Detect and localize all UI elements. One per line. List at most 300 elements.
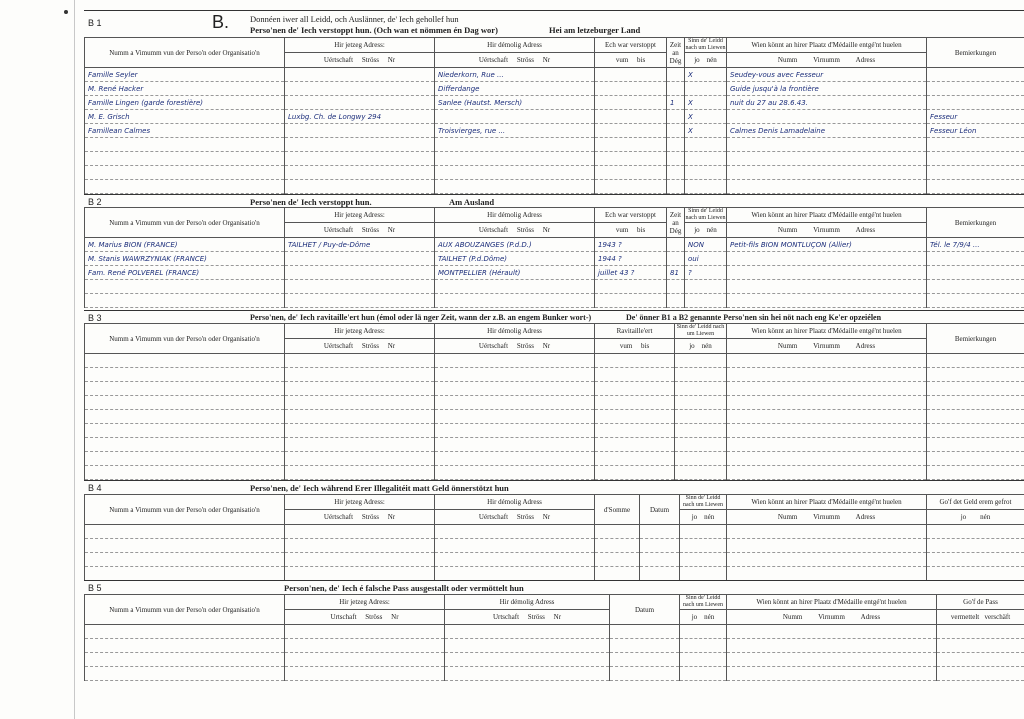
entry-name: M. Marius BION (FRANCE)	[85, 238, 285, 252]
entry-alive	[685, 180, 727, 194]
entry-current-address	[285, 368, 435, 382]
b5-col-former-header: Hir démolig Adress	[445, 595, 610, 610]
entry-name: Famille Lingen (garde forestière)	[85, 96, 285, 110]
entry-pass	[937, 667, 1024, 681]
entry-remark	[927, 294, 1024, 308]
entry-current-address	[285, 567, 435, 581]
entry-medal	[727, 667, 937, 681]
table-row	[85, 280, 1024, 294]
col-remarks-header: Bemierkungen	[927, 38, 1024, 68]
from-label: vum	[615, 56, 629, 64]
col-alive-sub	[685, 53, 727, 68]
b4-col-medal-header: Wien könnt an hirer Plaatz d'Médaille entgé'nt huelen	[727, 495, 927, 510]
entry-date	[640, 539, 680, 553]
table-row	[85, 124, 1024, 138]
entry-current-address	[285, 266, 435, 280]
section-b4-title: Perso'nen, de' Iech während Erer Illegalitéit matt Geld önnerstötzt hun	[250, 483, 509, 493]
entry-sum	[595, 539, 640, 553]
entry-name	[85, 368, 285, 382]
entry-current-address	[285, 424, 435, 438]
entry-former-address	[435, 539, 595, 553]
entry-alive	[675, 368, 727, 382]
page-edge	[74, 0, 75, 719]
street-label: Ströss	[361, 226, 379, 234]
entry-days: 1	[667, 96, 685, 110]
b3-col-current-header: Hir jetzeg Adress:	[285, 324, 435, 339]
entry-money	[927, 553, 1024, 567]
entry-alive	[680, 553, 727, 567]
entry-alive	[675, 424, 727, 438]
entry-days: 81	[667, 266, 685, 280]
entry-alive	[685, 152, 727, 166]
entry-alive	[685, 82, 727, 96]
entry-hidden-period: juillet 43 ?	[595, 266, 667, 280]
col-former-header: Hir démolig Adress	[435, 38, 595, 53]
b4-col-alive-sub	[680, 510, 727, 525]
entry-former-address	[445, 625, 610, 639]
table-row	[85, 466, 1024, 480]
place-label: Urtschaft	[492, 613, 520, 621]
table-row	[85, 539, 1024, 553]
entry-name	[85, 138, 285, 152]
entry-hidden-period	[595, 294, 667, 308]
form-sheet	[84, 10, 1024, 678]
entry-remark	[927, 82, 1024, 96]
entry-current-address	[285, 452, 435, 466]
entry-date	[640, 553, 680, 567]
medal-address-label: Adress	[860, 613, 881, 621]
section-b3-label: B 3	[88, 313, 102, 323]
given-label: verschäft	[984, 613, 1011, 621]
entry-alive: X	[685, 68, 727, 82]
to-label: bis	[637, 226, 646, 234]
entry-medal	[727, 567, 927, 581]
entry-days	[667, 138, 685, 152]
yes-label: jo	[691, 613, 698, 621]
entry-remark	[927, 266, 1024, 280]
b4-col-sum-header: d'Somme	[595, 495, 640, 525]
entry-name: Famillean Calmes	[85, 124, 285, 138]
b3-col-current-sub	[285, 339, 435, 354]
entry-supplied	[595, 396, 675, 410]
entry-name	[85, 525, 285, 539]
table-row	[85, 452, 1024, 466]
entry-supplied	[595, 466, 675, 480]
table-row	[85, 82, 1024, 96]
b2-col-medal-sub	[727, 223, 927, 238]
entry-former-address	[435, 410, 595, 424]
entry-date	[610, 653, 680, 667]
entry-remark	[927, 180, 1024, 194]
place-label: Uértschaft	[323, 56, 354, 64]
entry-alive	[685, 280, 727, 294]
entry-former-address	[445, 639, 610, 653]
entry-sum	[595, 525, 640, 539]
entry-name	[85, 639, 285, 653]
col-current-header: Hir jetzeg Adress:	[285, 38, 435, 53]
entry-former-address	[435, 280, 595, 294]
entry-former-address	[435, 152, 595, 166]
b3-col-supplied-header: Ravitaille'ert	[595, 324, 675, 339]
entry-name	[85, 667, 285, 681]
b5-col-current-header: Hir jetzeg Adress:	[285, 595, 445, 610]
medal-address-label: Adress	[855, 56, 876, 64]
entry-sum	[595, 567, 640, 581]
b4-table	[84, 494, 1024, 581]
entry-date	[610, 639, 680, 653]
street-label: Ströss	[516, 226, 534, 234]
entry-current-address	[285, 639, 445, 653]
b4-col-name-header: Numm a Vimumm vun der Perso'n oder Organisatio'n	[85, 495, 285, 525]
entry-former-address	[435, 368, 595, 382]
entry-hidden-period	[595, 124, 667, 138]
street-label: Ströss	[361, 342, 379, 350]
entry-former-address	[435, 424, 595, 438]
entry-medal	[727, 438, 927, 452]
b3-col-medal-header: Wien könnt an hirer Plaatz d'Médaille entgé'nt huelen	[727, 324, 927, 339]
entry-medal	[727, 138, 927, 152]
entry-alive	[680, 653, 727, 667]
entry-alive	[680, 639, 727, 653]
entry-hidden-period	[595, 110, 667, 124]
medal-address-label: Adress	[855, 342, 876, 350]
entry-alive: X	[685, 124, 727, 138]
entry-alive	[675, 466, 727, 480]
entry-alive	[675, 410, 727, 424]
entry-medal	[727, 368, 927, 382]
table-row	[85, 294, 1024, 308]
b3-col-medal-sub	[727, 339, 927, 354]
section-b2-subtitle: Am Ausland	[449, 197, 495, 207]
entry-pass	[937, 653, 1024, 667]
entry-medal: nuit du 27 au 28.6.43.	[727, 96, 927, 110]
table-row	[85, 410, 1024, 424]
col-days-header: Zeit an Dég	[667, 38, 685, 68]
place-label: Uértschaft	[323, 226, 354, 234]
entry-former-address: TAILHET (P.d.Dôme)	[435, 252, 595, 266]
entry-current-address	[285, 539, 435, 553]
entry-name: M. E. Grisch	[85, 110, 285, 124]
table-row	[85, 667, 1024, 681]
b4-col-medal-sub	[727, 510, 927, 525]
street-label: Ströss	[365, 613, 383, 621]
entry-days	[667, 166, 685, 180]
entry-name: M. Stanis WAWRZYNIAK (FRANCE)	[85, 252, 285, 266]
street-label: Ströss	[516, 342, 534, 350]
b5-col-alive-header: Sinn de' Leidd nach um Liewen	[680, 595, 727, 610]
entry-alive	[680, 567, 727, 581]
entry-current-address	[285, 653, 445, 667]
medal-name-label: Numm	[777, 56, 798, 64]
entry-days	[667, 124, 685, 138]
medal-address-label: Adress	[855, 226, 876, 234]
section-b4-label: B 4	[88, 483, 102, 493]
place-label: Uértschaft	[478, 56, 509, 64]
b5-col-date-header: Datum	[610, 595, 680, 625]
entry-alive: oui	[685, 252, 727, 266]
entry-medal: Petit-fils BION MONTLUÇON (Allier)	[727, 238, 927, 252]
entry-supplied	[595, 368, 675, 382]
entry-hidden-period	[595, 180, 667, 194]
b2-col-current-header: Hir jetzeg Adress:	[285, 208, 435, 223]
entry-current-address	[285, 410, 435, 424]
entry-hidden-period	[595, 68, 667, 82]
entry-former-address	[435, 567, 595, 581]
entry-sum	[595, 553, 640, 567]
no-label: nén	[704, 613, 715, 621]
entry-former-address: Troisvierges, rue ...	[435, 124, 595, 138]
b2-col-hidden-sub	[595, 223, 667, 238]
b3-col-name-header: Numm a Vimumm vun der Perso'n oder Organisatio'n	[85, 324, 285, 354]
table-row	[85, 152, 1024, 166]
entry-name	[85, 466, 285, 480]
entry-current-address	[285, 280, 435, 294]
section-b1-label: B 1	[88, 18, 102, 28]
medal-name-label: Numm	[777, 342, 798, 350]
yes-label: jo	[689, 342, 695, 350]
entry-money	[927, 567, 1024, 581]
entry-former-address	[435, 166, 595, 180]
entry-medal	[727, 525, 927, 539]
b3-col-alive-sub	[675, 339, 727, 354]
entry-former-address: MONTPELLIER (Hérault)	[435, 266, 595, 280]
entry-days	[667, 82, 685, 96]
b4-col-alive-header: Sinn de' Leidd nach um Liewen	[680, 495, 727, 510]
nr-label: Nr	[387, 342, 396, 350]
table-row	[85, 396, 1024, 410]
yes-label: jo	[960, 513, 967, 521]
entry-medal	[727, 166, 927, 180]
entry-alive	[675, 396, 727, 410]
table-row	[85, 438, 1024, 452]
entry-former-address	[435, 180, 595, 194]
entry-remark	[927, 354, 1024, 368]
nr-label: Nr	[553, 613, 562, 621]
table-row	[85, 553, 1024, 567]
entry-alive	[680, 525, 727, 539]
b2-col-alive-sub	[685, 223, 727, 238]
yes-label: jo	[691, 513, 698, 521]
b2-col-days-header: Zeit an Dég	[667, 208, 685, 238]
b4-col-current-header: Hir jetzeg Adress:	[285, 495, 435, 510]
entry-medal: Seudey-vous avec Fesseur	[727, 68, 927, 82]
entry-hidden-period	[595, 166, 667, 180]
entry-former-address	[435, 396, 595, 410]
entry-name: Fam. René POLVEREL (FRANCE)	[85, 266, 285, 280]
medal-name-label: Numm	[777, 226, 798, 234]
entry-alive	[680, 625, 727, 639]
medal-firstname-label: Virnumm	[813, 513, 840, 521]
entry-current-address	[285, 382, 435, 396]
section-b3-title: Perso'nen, de' Iech ravitaille'ert hun (émol oder lä nger Zeit, wann der z.B. an engem Bunker wort-)	[250, 313, 592, 322]
section-b3-subtitle: De' önner B1 a B2 genannte Perso'nen sin hei nöt nach eng Ke'er opzeiélen	[626, 313, 882, 322]
entry-alive	[685, 294, 727, 308]
entry-former-address	[435, 525, 595, 539]
entry-name	[85, 438, 285, 452]
entry-current-address	[285, 124, 435, 138]
entry-name	[85, 625, 285, 639]
no-label: nén	[704, 513, 715, 521]
medal-firstname-label: Virnumm	[813, 56, 840, 64]
medal-address-label: Adress	[855, 513, 876, 521]
entry-current-address	[285, 166, 435, 180]
entry-medal	[727, 539, 927, 553]
nr-label: Nr	[542, 513, 551, 521]
place-label: Uértschaft	[478, 513, 509, 521]
place-label: Urtschaft	[330, 613, 357, 621]
no-label: nén	[701, 342, 712, 350]
entry-days	[667, 68, 685, 82]
passed-on-label: vermettelt	[950, 613, 980, 621]
entry-medal	[727, 639, 937, 653]
table-row	[85, 266, 1024, 280]
col-name-header: Numm a Vimumm vun der Perso'n oder Organisatio'n	[85, 38, 285, 68]
entry-medal	[727, 382, 927, 396]
table-row	[85, 354, 1024, 368]
table-row	[85, 625, 1024, 639]
entry-medal	[727, 294, 927, 308]
b4-col-money-header: Go'f det Geld erem gefrot	[927, 495, 1024, 510]
b5-col-former-sub	[445, 610, 610, 625]
table-row	[85, 639, 1024, 653]
entry-remark	[927, 252, 1024, 266]
entry-current-address	[285, 82, 435, 96]
section-b4	[84, 480, 1024, 481]
yes-label: jo	[694, 56, 700, 64]
entry-medal	[727, 424, 927, 438]
entry-name: M. René Hacker	[85, 82, 285, 96]
entry-current-address	[285, 525, 435, 539]
entry-money	[927, 525, 1024, 539]
yes-label: jo	[694, 226, 700, 234]
entry-medal: Calmes Denis Lamadelaine	[727, 124, 927, 138]
table-row	[85, 567, 1024, 581]
entry-date	[610, 667, 680, 681]
table-row	[85, 525, 1024, 539]
entry-medal: Guide jusqu'à la frontière	[727, 82, 927, 96]
entry-alive	[675, 354, 727, 368]
street-label: Ströss	[516, 56, 534, 64]
medal-name-label: Numm	[777, 513, 798, 521]
b2-table	[84, 207, 1024, 308]
entry-hidden-period	[595, 138, 667, 152]
entry-name	[85, 180, 285, 194]
form-header-line2-right: Hei am letzeburger Land	[549, 25, 641, 35]
b3-col-former-sub	[435, 339, 595, 354]
no-label: nén	[706, 56, 717, 64]
entry-remark: Tél. le 7/9/4 ...	[927, 238, 1024, 252]
entry-current-address	[285, 138, 435, 152]
entry-current-address	[285, 396, 435, 410]
street-label: Ströss	[361, 56, 379, 64]
entry-medal	[727, 452, 927, 466]
entry-remark	[927, 68, 1024, 82]
nr-label: Nr	[391, 613, 399, 621]
entry-current-address	[285, 180, 435, 194]
entry-alive	[675, 438, 727, 452]
section-b2-title: Perso'nen de' Iech verstoppt hun.	[250, 197, 372, 207]
entry-remark	[927, 382, 1024, 396]
section-b5-title: Person'nen, de' Iech é falsche Pass ausgestallt oder vermöttelt hun	[284, 583, 524, 593]
entry-days	[667, 252, 685, 266]
entry-supplied	[595, 410, 675, 424]
entry-remark	[927, 424, 1024, 438]
entry-remark	[927, 438, 1024, 452]
b5-col-pass-sub	[937, 610, 1024, 625]
entry-medal	[727, 266, 927, 280]
b4-col-date-header: Datum	[640, 495, 680, 525]
entry-current-address	[285, 294, 435, 308]
entry-name	[85, 280, 285, 294]
entry-current-address	[285, 553, 435, 567]
entry-former-address	[435, 294, 595, 308]
entry-current-address	[285, 152, 435, 166]
entry-days	[667, 180, 685, 194]
entry-remark	[927, 166, 1024, 180]
entry-medal	[727, 110, 927, 124]
nr-label: Nr	[387, 226, 396, 234]
table-row	[85, 653, 1024, 667]
entry-medal	[727, 410, 927, 424]
entry-money	[927, 539, 1024, 553]
b5-col-name-header: Numm a Vimumm vun der Perso'n oder Organisatio'n	[85, 595, 285, 625]
entry-remark: Fesseur Léon	[927, 124, 1024, 138]
b3-table	[84, 323, 1024, 480]
entry-former-address	[445, 667, 610, 681]
table-row	[85, 238, 1024, 252]
col-hidden-header: Ech war verstoppt	[595, 38, 667, 53]
entry-name	[85, 382, 285, 396]
table-row	[85, 180, 1024, 194]
entry-former-address: Niederkorn, Rue ...	[435, 68, 595, 82]
b5-col-medal-header: Wien könnt an hirer Plaatz d'Médaille entgé'nt huelen	[727, 595, 937, 610]
b4-col-current-sub	[285, 510, 435, 525]
entry-alive	[675, 452, 727, 466]
street-label: Ströss	[361, 513, 379, 521]
entry-name	[85, 166, 285, 180]
entry-alive: X	[685, 96, 727, 110]
b2-col-medal-header: Wien könnt an hirer Plaatz d'Médaille entgé'nt huelen	[727, 208, 927, 223]
entry-remark	[927, 152, 1024, 166]
no-label: nén	[706, 226, 717, 234]
entry-former-address	[435, 354, 595, 368]
entry-hidden-period	[595, 82, 667, 96]
table-row	[85, 368, 1024, 382]
entry-hidden-period	[595, 96, 667, 110]
entry-alive	[680, 539, 727, 553]
entry-name	[85, 553, 285, 567]
entry-supplied	[595, 424, 675, 438]
entry-date	[640, 567, 680, 581]
from-label: vum	[619, 342, 633, 350]
entry-current-address	[285, 252, 435, 266]
entry-alive	[675, 382, 727, 396]
entry-medal	[727, 280, 927, 294]
col-current-sub	[285, 53, 435, 68]
entry-name	[85, 539, 285, 553]
nr-label: Nr	[387, 56, 396, 64]
entry-pass	[937, 639, 1024, 653]
b2-col-current-sub	[285, 223, 435, 238]
entry-supplied	[595, 354, 675, 368]
nr-label: Nr	[542, 56, 551, 64]
entry-remark	[927, 466, 1024, 480]
b3-col-supplied-sub	[595, 339, 675, 354]
entry-former-address	[435, 382, 595, 396]
entry-days	[667, 238, 685, 252]
entry-medal	[727, 180, 927, 194]
col-former-sub	[435, 53, 595, 68]
